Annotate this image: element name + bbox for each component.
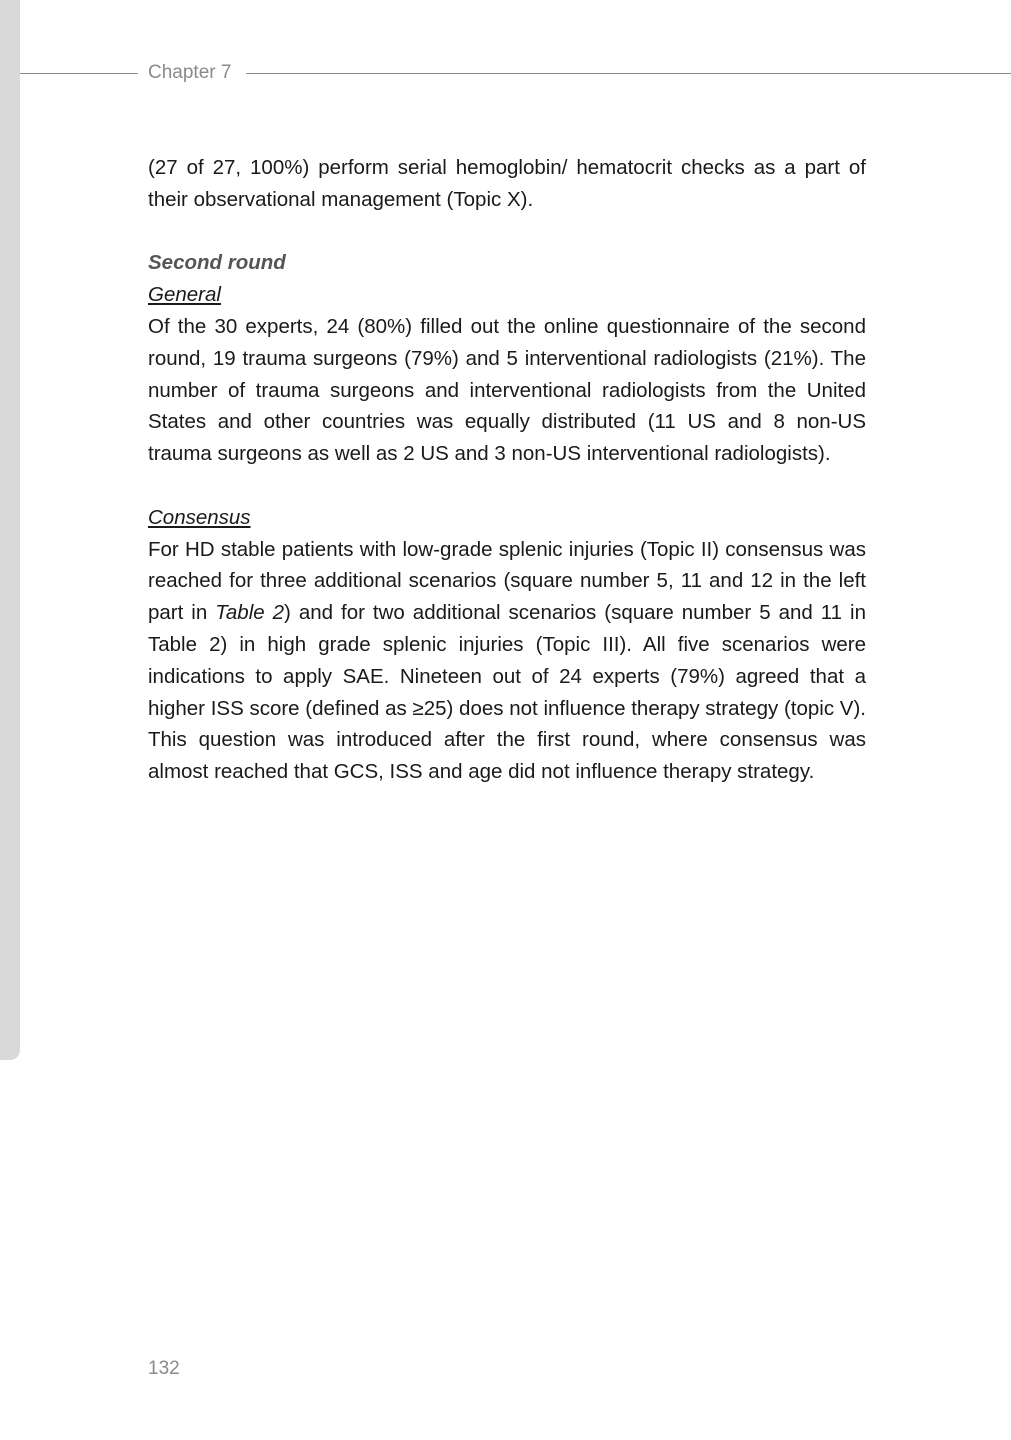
table-2-reference: Table 2 xyxy=(215,601,285,625)
general-paragraph: Of the 30 experts, 24 (80%) filled out the online questionnaire of the second round, 19 trauma surgeons (79%) and 5 interventional radiologists (21%). The number of trauma surgeons and interventional radiologists from the United States and other countries was equally distributed (11 US and 8 non-US trauma surgeons as well as 2 US and 3 non-US interventional radiologists). xyxy=(148,314,866,466)
header-rule-right xyxy=(246,73,1011,74)
body-text xyxy=(148,152,866,788)
paragraph-gap xyxy=(148,470,866,502)
second-round-heading: Second round xyxy=(148,251,286,275)
header-rule-left xyxy=(20,73,138,74)
general-heading: General xyxy=(148,283,221,307)
chapter-side-tab xyxy=(0,0,20,1060)
running-header xyxy=(20,60,1011,86)
consensus-text-part2: ) and for two additional scenarios (square number 5 and 11 in Table 2) in high grade splenic injuries (Topic III). All five scenarios were indications to apply SAE. Nineteen out of 24 experts (79%) agreed that a higher ISS score (defined as ≥25) does not influence therapy strategy (topic V). This question was introduced after the first round, where consensus was almost reached that GCS, ISS and age did not influence therapy strategy. xyxy=(148,601,867,784)
chapter-label: Chapter 7 xyxy=(148,62,232,83)
consensus-paragraph xyxy=(148,534,866,788)
page-number: 132 xyxy=(148,1358,180,1379)
paragraph-gap xyxy=(148,216,866,248)
consensus-heading: Consensus xyxy=(148,505,251,529)
intro-paragraph: (27 of 27, 100%) perform serial hemoglobin/ hematocrit checks as a part of their observational management (Topic X). xyxy=(148,156,866,211)
consensus-text-part1: For HD stable patients with low-grade splenic injuries (Topic II) consensus was reached for three additional scenarios (square number 5, 11 and 12 in the left part in xyxy=(148,537,866,625)
